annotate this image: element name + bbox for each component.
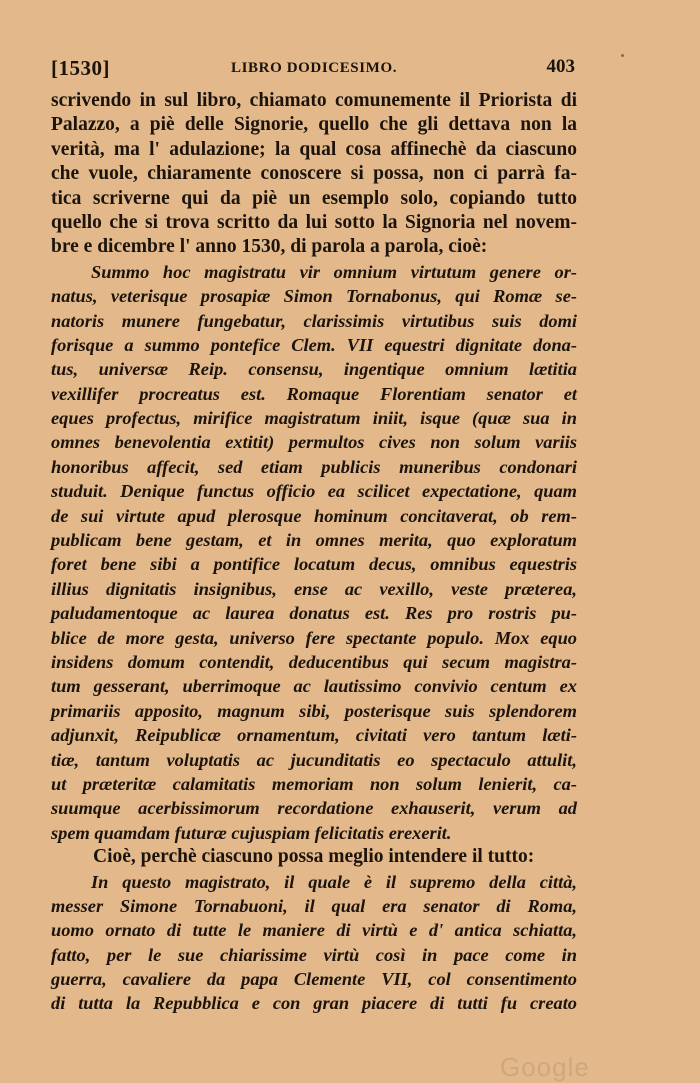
latin-line: natoris munere fungebatur, clarissimis virtutibus suis domi — [51, 310, 577, 331]
italian-translation — [51, 870, 577, 1016]
intro-line: bre e dicembre l' anno 1530, di parola a parola, cioè: — [51, 236, 488, 258]
translation-line: guerra, cavaliere da papa Clemente VII, col consentimento — [51, 969, 577, 990]
latin-passage — [51, 260, 577, 845]
latin-line: natus, veterisque prosapiæ Simon Tornabonus, qui Romæ se- — [51, 286, 577, 307]
book-page — [51, 56, 577, 1016]
latin-line: honoribus affecit, sed etiam publicis muneribus condonari — [51, 456, 577, 477]
translation-line: messer Simone Tornabuoni, il qual era senator di Roma, — [51, 895, 577, 916]
translation-line: fatto, per le sue chiarissime virtù così in pace come in — [51, 944, 577, 965]
intro-line: tica scriverne qui da piè un esemplo solo, copiando tutto — [51, 187, 577, 209]
latin-line: vexillifer procreatus est. Romaque Florentiam senator et — [51, 383, 577, 404]
translation-line: di tutta la Repubblica e con gran piacere di tutti fu creato — [51, 993, 577, 1014]
latin-line: primariis apposito, magnum sibi, posterisque suis splendorem — [51, 700, 577, 721]
book-title: LIBRO DODICESIMO. — [231, 60, 398, 76]
latin-line: illius dignitatis insignibus, ense ac vexillo, veste præterea, — [51, 578, 577, 599]
translation-line: In questo magistrato, il quale è il supremo della città, — [91, 871, 577, 892]
body-text — [51, 89, 577, 1016]
intro-line: quello che si trova scritto da lui sotto la Signoria nel novem- — [51, 211, 577, 233]
latin-line: foret bene sibi a pontifice locatum decus, omnibus equestris — [51, 554, 577, 575]
latin-line: tiæ, tantum voluptatis ac jucunditatis eo spectaculo attulit, — [51, 749, 577, 770]
intro-line: verità, ma l' adulazione; la qual cosa affinechè da ciascuno — [51, 138, 577, 160]
latin-line: studuit. Denique functus officio ea scilicet expectatione, quam — [51, 481, 577, 502]
intro-paragraph — [51, 89, 577, 260]
latin-line: ut præteritæ calamitatis memoriam non solum lenierit, ca- — [51, 773, 577, 794]
latin-line: paludamentoque ac laurea donatus est. Res pro rostris pu- — [51, 603, 577, 624]
intro-line: Palazzo, a piè delle Signorie, quello che gli dettava non la — [51, 114, 577, 136]
latin-line: spem quamdam futuræ cujuspiam felicitatis erexerit. — [51, 822, 452, 843]
intro-line: che vuole, chiaramente conoscere si possa, non ci parrà fa- — [51, 163, 577, 185]
paper-speck — [621, 54, 624, 57]
latin-line: tus, universæ Reip. consensu, ingentique omnium lætitia — [51, 359, 577, 380]
latin-line: suumque acerbissimorum recordatione exhauserit, verum ad — [51, 798, 577, 819]
latin-line: omnes benevolentia extitit) permultos cives non solum variis — [51, 432, 577, 453]
latin-line: eques profectus, mirifice magistratum iniit, isque (quæ sua in — [51, 408, 577, 429]
latin-line: blice de more gesta, universo fere spectante populo. Mox equo — [51, 627, 577, 648]
intro-line: scrivendo in sul libro, chiamato comunemente il Priorista di — [51, 90, 577, 111]
latin-line: de sui virtute apud plerosque hominum concitaverat, ob rem- — [51, 505, 577, 526]
page-number: 403 — [546, 56, 575, 77]
running-head — [51, 56, 577, 86]
latin-line: publicam bene gestam, et in omnes merita, quo exploratum — [51, 530, 577, 551]
google-watermark: Google — [500, 1052, 590, 1082]
latin-line: forisque a summo pontefice Clem. VII equestri dignitate dona- — [51, 334, 577, 355]
latin-line: adjunxit, Reipublicæ ornamentum, civitati vero tantum læti- — [51, 725, 577, 746]
transition-line: Cioè, perchè ciascuno possa meglio intendere il tutto: — [93, 846, 535, 868]
year-folio: [1530] — [51, 56, 110, 80]
latin-line: Summo hoc magistratu vir omnium virtutum genere or- — [91, 261, 577, 282]
latin-line: insidens domum contendit, deducentibus qui secum magistra- — [51, 651, 577, 672]
latin-line: tum gesserant, uberrimoque ac lautissimo convivio centum ex — [51, 676, 577, 697]
translation-line: uomo ornato di tutte le maniere di virtù e d' antica schiatta, — [51, 920, 577, 941]
